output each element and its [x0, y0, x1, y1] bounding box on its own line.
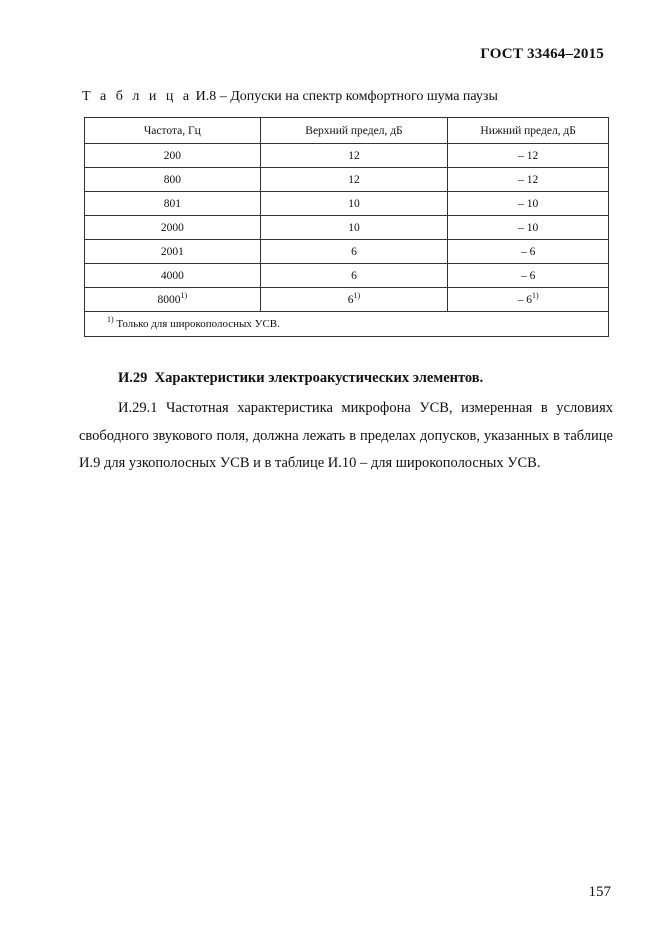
upper-limit-value: 6	[347, 293, 354, 306]
lower-limit-cell: – 10	[448, 216, 609, 240]
lower-limit-cell: – 6	[448, 240, 609, 264]
footnote-mark: 1)	[180, 290, 188, 300]
table-row	[85, 192, 609, 216]
table-row	[85, 240, 609, 264]
frequency-cell: 2001	[85, 240, 261, 264]
frequency-cell	[85, 288, 261, 312]
footnote-mark: 1)	[531, 290, 539, 300]
table-row	[85, 216, 609, 240]
lower-limit-cell	[448, 288, 609, 312]
lower-limit-cell: – 12	[448, 168, 609, 192]
lower-limit-cell: – 6	[448, 264, 609, 288]
upper-limit-cell	[260, 288, 448, 312]
page-number: 157	[588, 884, 611, 900]
table-footnote-row	[85, 312, 609, 337]
frequency-cell: 4000	[85, 264, 261, 288]
upper-limit-cell: 6	[260, 240, 448, 264]
upper-limit-cell: 10	[260, 192, 448, 216]
section-title: Характеристики электроакустических элементов.	[154, 370, 484, 386]
column-header-frequency: Частота, Гц	[85, 118, 261, 144]
tolerance-table	[84, 117, 609, 337]
table-row	[85, 264, 609, 288]
body-paragraph: И.29.1 Частотная характеристика микрофона УСВ, измеренная в условиях свободного звукового поля, должна лежать в пределах допусков, указанных в таблице И.9 для узкополосных УСВ и в таблице И.10 – для широкополосных УСВ.	[79, 400, 613, 471]
footnote-mark: 1)	[107, 315, 114, 324]
frequency-cell: 2000	[85, 216, 261, 240]
footnote-mark: 1)	[353, 290, 361, 300]
lower-limit-value: – 6	[517, 293, 532, 306]
upper-limit-cell: 6	[260, 264, 448, 288]
section-number: И.29	[118, 370, 148, 386]
footnote-text: Только для широкополосных УСВ.	[113, 318, 280, 330]
document-number: ГОСТ 33464–2015	[480, 46, 604, 62]
frequency-cell: 800	[85, 168, 261, 192]
table-row	[85, 288, 609, 312]
frequency-cell: 801	[85, 192, 261, 216]
table-header-row	[85, 118, 609, 144]
lower-limit-cell: – 10	[448, 192, 609, 216]
upper-limit-cell: 10	[260, 216, 448, 240]
upper-limit-cell: 12	[260, 144, 448, 168]
section-heading	[118, 370, 483, 387]
table-caption	[82, 89, 498, 105]
table-caption-text: И.8 – Допуски на спектр комфортного шума паузы	[192, 89, 498, 104]
frequency-cell: 200	[85, 144, 261, 168]
table-row	[85, 144, 609, 168]
lower-limit-cell: – 12	[448, 144, 609, 168]
column-header-upper-limit: Верхний предел, дБ	[260, 118, 448, 144]
frequency-value: 8000	[157, 293, 181, 306]
table-caption-label: Т а б л и ц а	[82, 89, 193, 104]
upper-limit-cell: 12	[260, 168, 448, 192]
table-footnote	[85, 312, 609, 337]
column-header-lower-limit: Нижний предел, дБ	[448, 118, 609, 144]
table-row	[85, 168, 609, 192]
